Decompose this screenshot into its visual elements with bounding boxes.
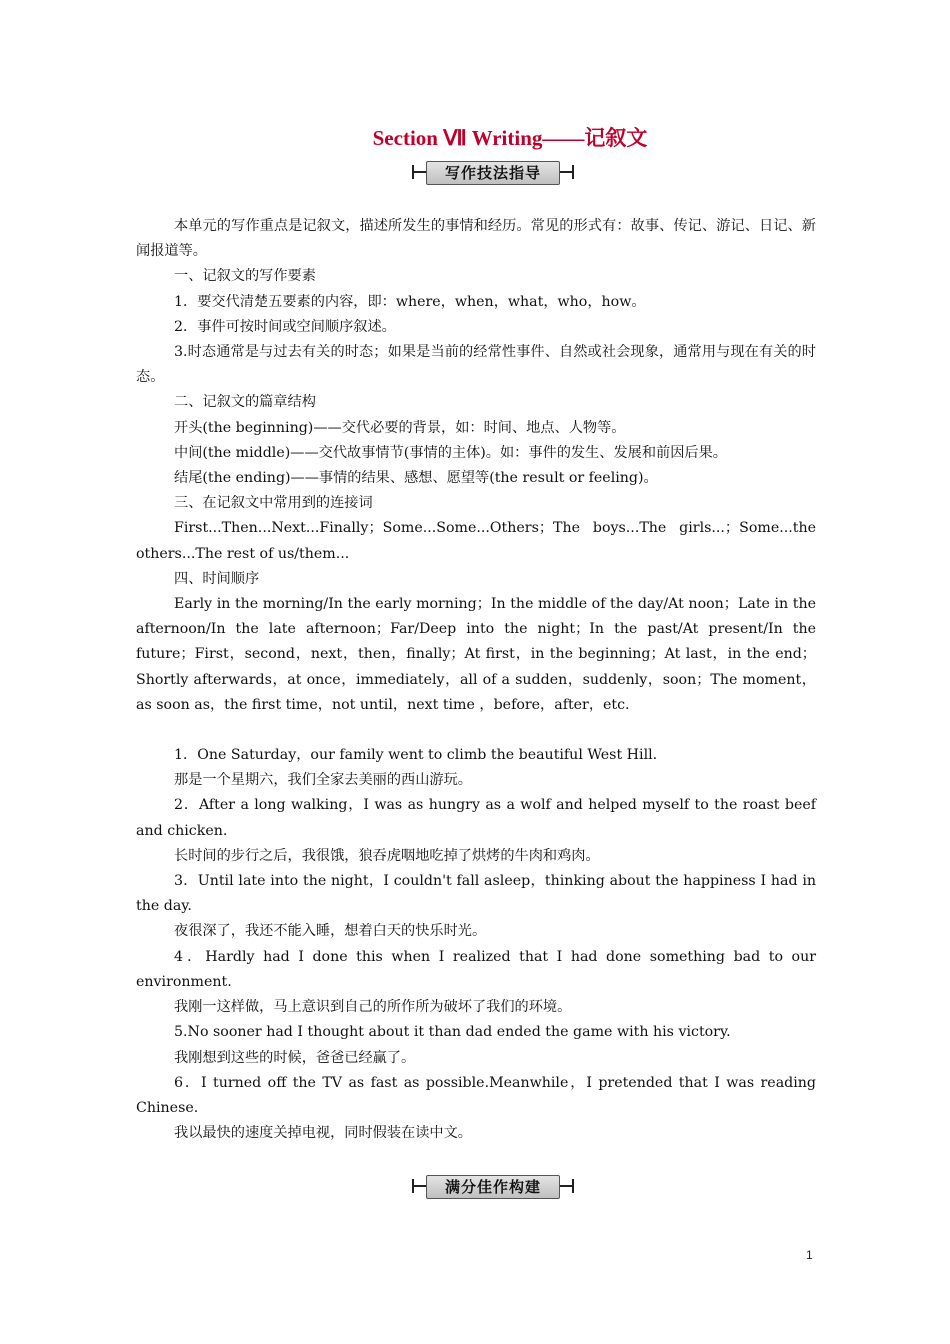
- paragraph: 2．事件可按时间或空间顺序叙述。: [174, 318, 396, 335]
- heading-elements: 一、记叙文的写作要素: [174, 268, 316, 285]
- banner-label: 满分佳作构建: [426, 1175, 560, 1199]
- paragraph: 3.时态通常是与过去有关的时态；如果是当前的经常性事件、自然或社会现象，通常用与现在有关的时态。: [136, 344, 816, 386]
- example-sentence: 5.No sooner had I thought about it than dad ended the game with his victory.: [174, 1024, 731, 1041]
- paragraph: 1．要交代清楚五要素的内容，即：where，when，what，who，how。: [174, 293, 646, 310]
- example-sentence: 2．After a long walking，I was as hungry as a wolf and helped myself to the roast beef and chicken.: [136, 797, 816, 839]
- example-translation: 长时间的步行之后，我很饿，狼吞虎咽地吃掉了烘烤的牛肉和鸡肉。: [174, 847, 600, 864]
- section-banner-model-essay: [412, 1174, 574, 1198]
- example-translation: 那是一个星期六，我们全家去美丽的西山游玩。: [174, 772, 472, 789]
- paragraph: First...Then...Next...Finally；Some...Some...Others；The boys...The girls...；Some...the others...The rest of us/them...: [136, 520, 816, 562]
- example-translation: 我刚一这样做，马上意识到自己的所作所为破坏了我们的环境。: [174, 999, 572, 1016]
- heading-structure: 二、记叙文的篇章结构: [174, 394, 316, 411]
- heading-connectives: 三、在记叙文中常用到的连接词: [174, 495, 373, 512]
- example-sentence: 1．One Saturday，our family went to climb the beautiful West Hill.: [174, 747, 658, 764]
- page-number: 1: [806, 1248, 813, 1262]
- paragraph: 结尾(the ending)——事情的结果、感想、愿望等(the result or feeling)。: [174, 470, 658, 487]
- banner-cap-right: [572, 1179, 574, 1193]
- banner-cap-left: [412, 1179, 414, 1193]
- paragraph: 本单元的写作重点是记叙文，描述所发生的事情和经历。常见的形式有：故事、传记、游记、日记、新闻报道等。: [136, 218, 816, 260]
- banner-label: 写作技法指导: [426, 161, 560, 185]
- example-sentence: 3．Until late into the night，I couldn't fall asleep，thinking about the happiness I had in the day.: [136, 873, 816, 915]
- paragraph: 中间(the middle)——交代故事情节(事情的主体)。如：事件的发生、发展和前因后果。: [174, 444, 727, 461]
- page-title: Section Ⅶ Writing——记叙文: [372, 126, 648, 150]
- paragraph: Early in the morning/In the early morning；In the middle of the day/At noon；Late in the afternoon/In the late afternoon；Far/Deep into the night；In the past/At present/In the future；First，second，next，then，finally；At first，in the beginning；At last，in the end；Shortly afterwards，at once，immediately，all of a sudden，suddenly，soon；The moment，as soon as，the first time，not until，next time ，before，after，etc.: [136, 596, 816, 713]
- paragraph: 开头(the beginning)——交代必要的背景，如：时间、地点、人物等。: [174, 419, 626, 436]
- example-translation: 夜很深了，我还不能入睡，想着白天的快乐时光。: [174, 923, 487, 940]
- banner-cap-right: [572, 165, 574, 179]
- heading-time-order: 四、时间顺序: [174, 570, 260, 587]
- spacer: [136, 718, 816, 743]
- example-sentence: 6．I turned off the TV as fast as possible.Meanwhile，I pretended that I was reading Chinese.: [136, 1074, 816, 1116]
- example-translation: 我以最快的速度关掉电视，同时假装在读中文。: [174, 1125, 472, 1142]
- example-sentence: 4．Hardly had I done this when I realized that I had done something bad to our environment.: [136, 948, 816, 990]
- banner-cap-left: [412, 165, 414, 179]
- example-translation: 我刚想到这些的时候，爸爸已经赢了。: [174, 1049, 416, 1066]
- body-text: [136, 214, 816, 1146]
- section-banner-writing-tips: [412, 160, 574, 184]
